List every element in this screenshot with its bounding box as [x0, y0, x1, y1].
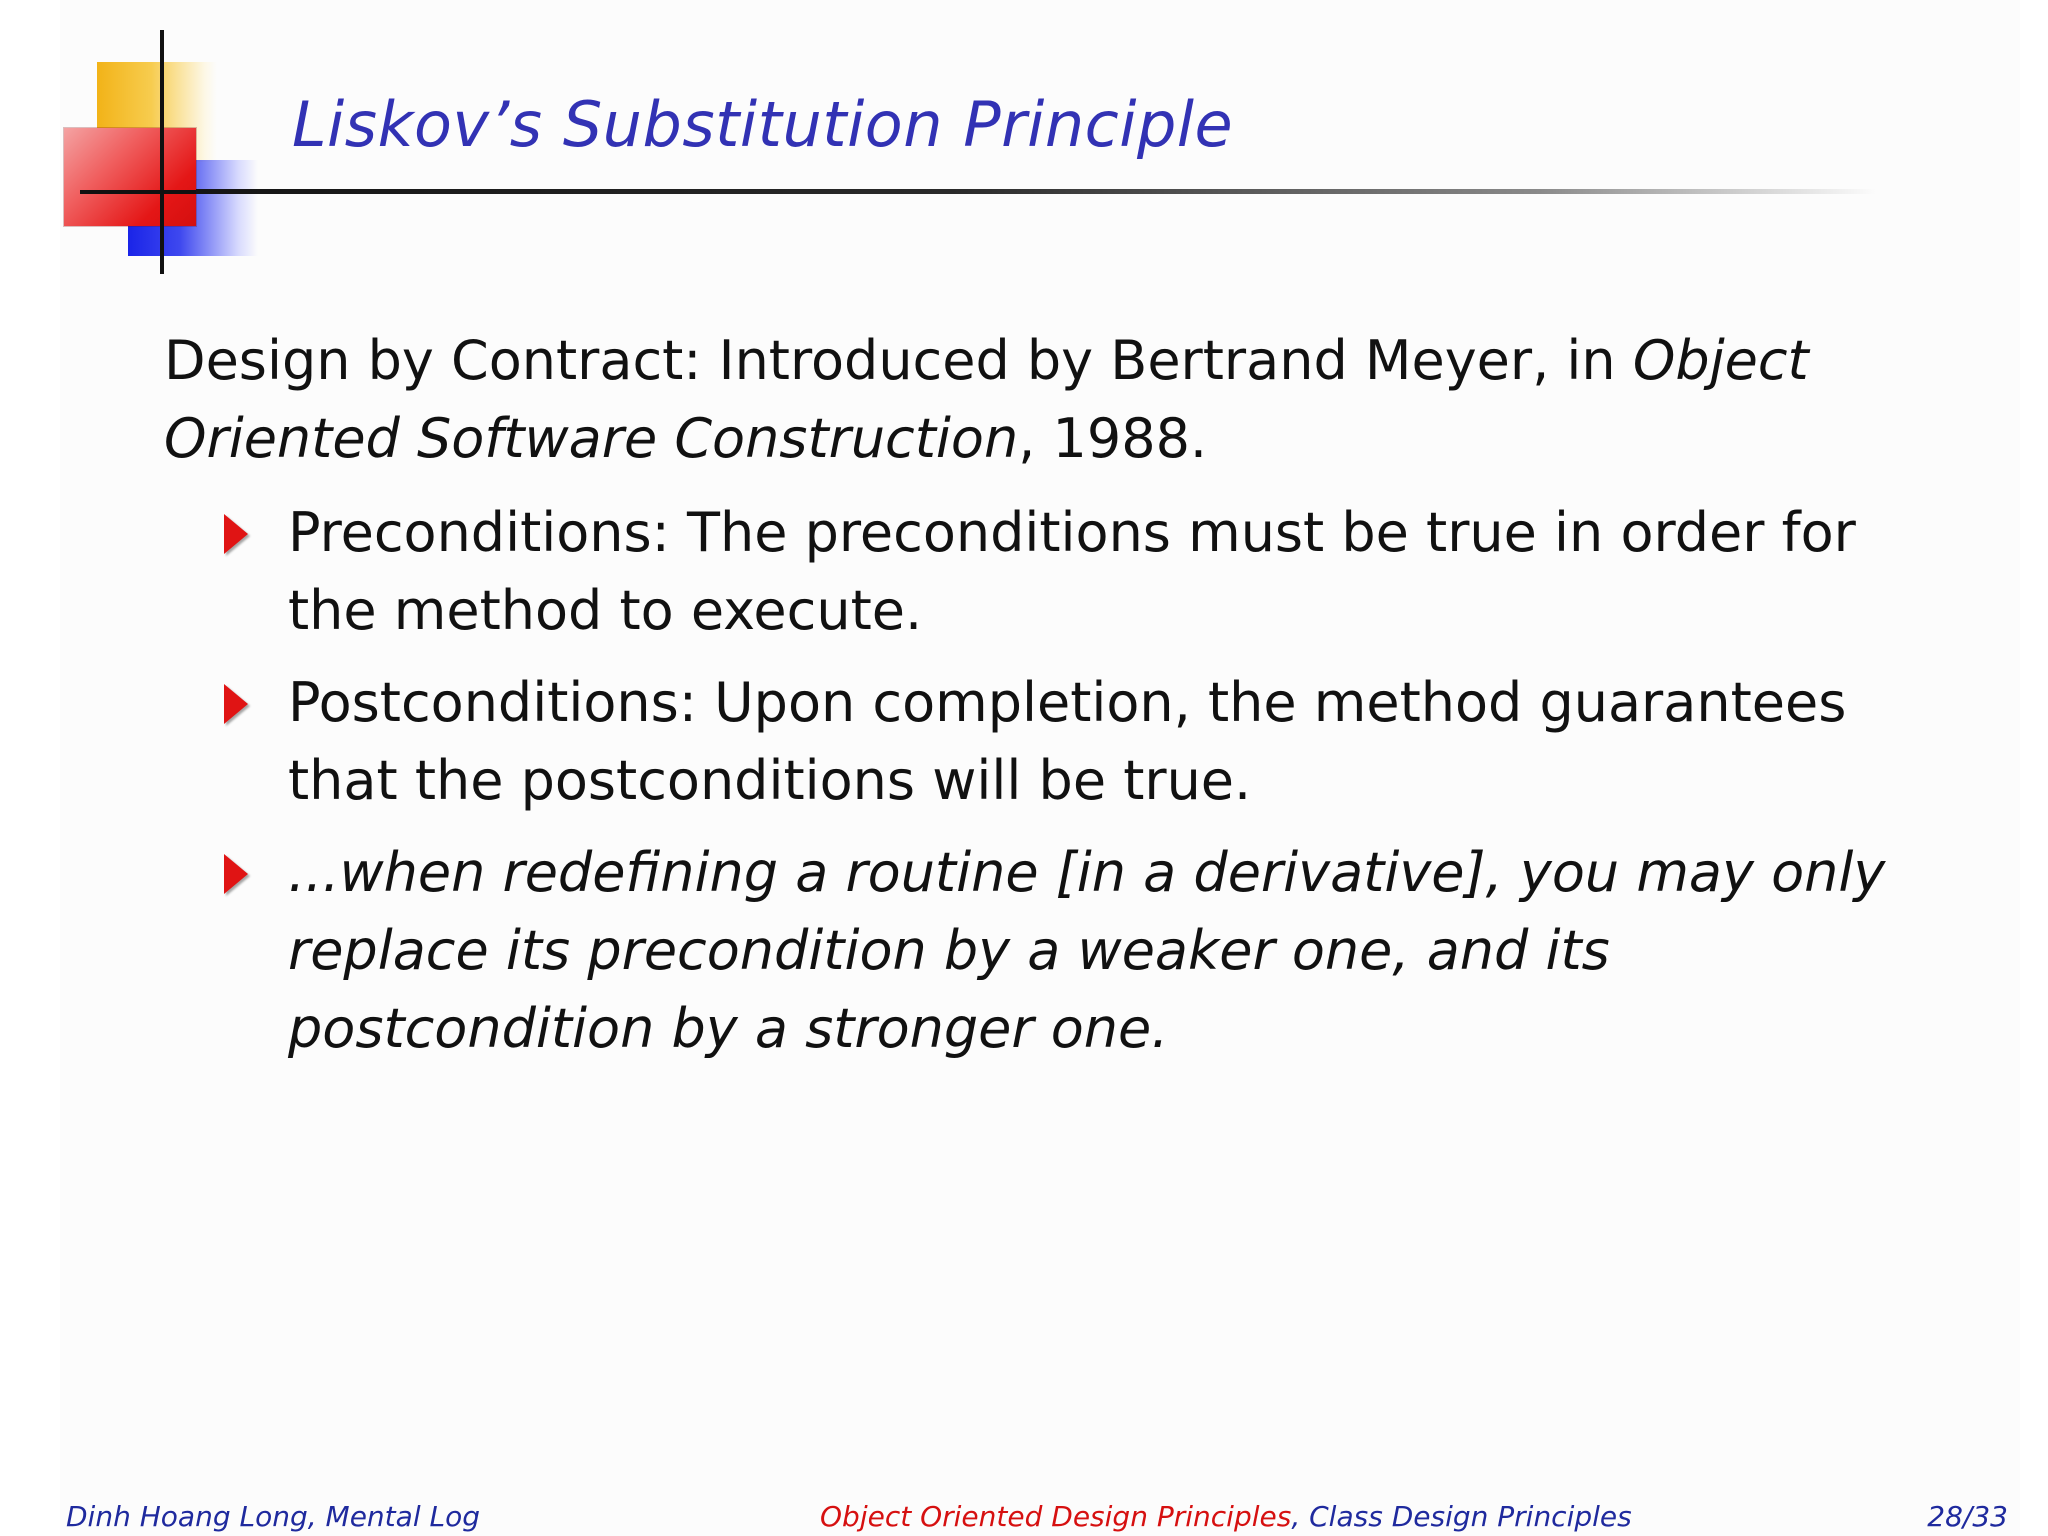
- slide-title: Liskov’s Substitution Principle: [292, 88, 1234, 161]
- bullet-arrow-icon: [224, 514, 248, 554]
- logo-red-square: [64, 128, 196, 226]
- logo-horizontal-line: [80, 190, 210, 194]
- intro-paragraph: [164, 322, 1944, 478]
- title-rule: [196, 189, 1876, 194]
- footer-section: [820, 1500, 1632, 1533]
- footer-section-separator: ,: [1291, 1500, 1301, 1533]
- bullet-text: Preconditions: The preconditions must be true in order for the method to execute.: [288, 501, 1856, 642]
- footer: [0, 1500, 2048, 1536]
- intro-book-title: Object Oriented Software Construction: [164, 329, 1809, 470]
- bullet-item-preconditions: [164, 494, 1944, 650]
- bullet-item-postconditions: [164, 664, 1944, 820]
- bullet-text: ...when redefining a routine [in a derivative], you may only replace its precondition by a weaker one, and its postcondition by a stronger one.: [288, 841, 1886, 1060]
- bullet-arrow-icon: [224, 684, 248, 724]
- intro-lead: Design by Contract: Introduced by Bertrand Meyer, in: [164, 329, 1633, 392]
- bullet-list: [164, 494, 1944, 1082]
- logo-vertical-line: [160, 30, 164, 274]
- footer-section-main[interactable]: Object Oriented Design Principles: [820, 1500, 1292, 1533]
- footer-section-sub[interactable]: Class Design Principles: [1309, 1500, 1632, 1533]
- footer-page-number: 28/33: [1927, 1500, 2008, 1533]
- bullet-arrow-icon: [224, 854, 248, 894]
- bullet-text: Postconditions: Upon completion, the method guarantees that the postconditions will be true.: [288, 671, 1847, 812]
- logo: [0, 0, 280, 280]
- footer-author: Dinh Hoang Long, Mental Log: [66, 1500, 480, 1533]
- intro-trail: , 1988.: [1018, 407, 1208, 470]
- bullet-item-quote: [164, 834, 1944, 1068]
